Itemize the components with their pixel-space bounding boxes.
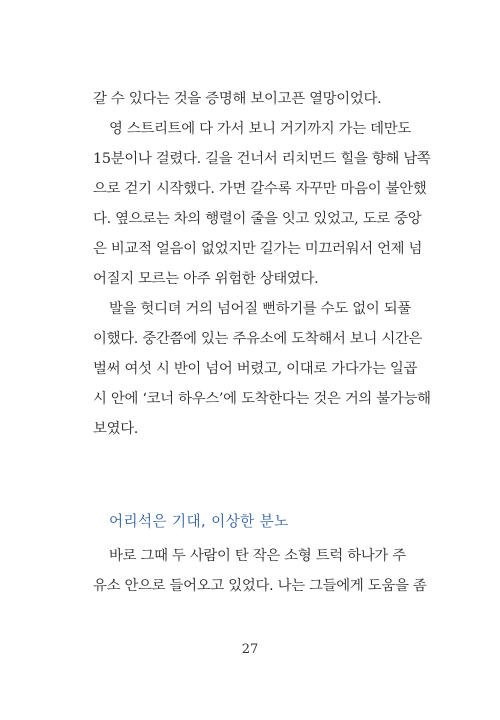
text-line: 벌써 여섯 시 반이 넘어 버렸고, 이대로 가다가는 일곱 — [93, 361, 418, 377]
text-line: 보였다. — [93, 421, 139, 437]
text-line: 다. 옆으로는 차의 행렬이 줄을 잇고 있었고, 도로 중앙 — [93, 211, 422, 227]
text-line: 은 비교적 얼음이 없었지만 길가는 미끄러워서 언제 넘 — [93, 241, 423, 257]
text-line: 발을 헛디뎌 거의 넘어질 뻔하기를 수도 없이 되풀 — [109, 301, 411, 317]
page-number: 27 — [241, 642, 259, 657]
text-line: 유소 안으로 들어오고 있었다. 나는 그들에게 도움을 좀 — [93, 578, 427, 594]
text-line: 갈 수 있다는 것을 증명해 보이고픈 열망이었다. — [93, 91, 382, 107]
text-line: 시 안에 ‘코너 하우스’에 도착한다는 것은 거의 불가능해 — [93, 391, 431, 407]
text-line: 바로 그때 두 사람이 탄 작은 소형 트럭 하나가 주 — [109, 548, 406, 564]
paragraph-4 — [93, 541, 433, 601]
text-line: 영 스트리트에 다 가서 보니 거기까지 가는 데만도 — [109, 121, 411, 137]
paragraph-2 — [93, 114, 433, 294]
text-line: 으로 걷기 시작했다. 가면 갈수록 자꾸만 마음이 불안했 — [93, 181, 427, 197]
paragraph-3 — [93, 294, 433, 444]
section-heading: 어리석은 기대, 이상한 분노 — [109, 513, 289, 530]
text-line: 이했다. 중간쯤에 있는 주유소에 도착해서 보니 시간은 — [93, 331, 423, 347]
paragraph-1 — [93, 84, 433, 114]
text-line: 어질지 모르는 아주 위험한 상태였다. — [93, 271, 319, 287]
text-line: 15분이나 걸렸다. 길을 건너서 리치먼드 힐을 향해 남쪽 — [93, 151, 431, 167]
